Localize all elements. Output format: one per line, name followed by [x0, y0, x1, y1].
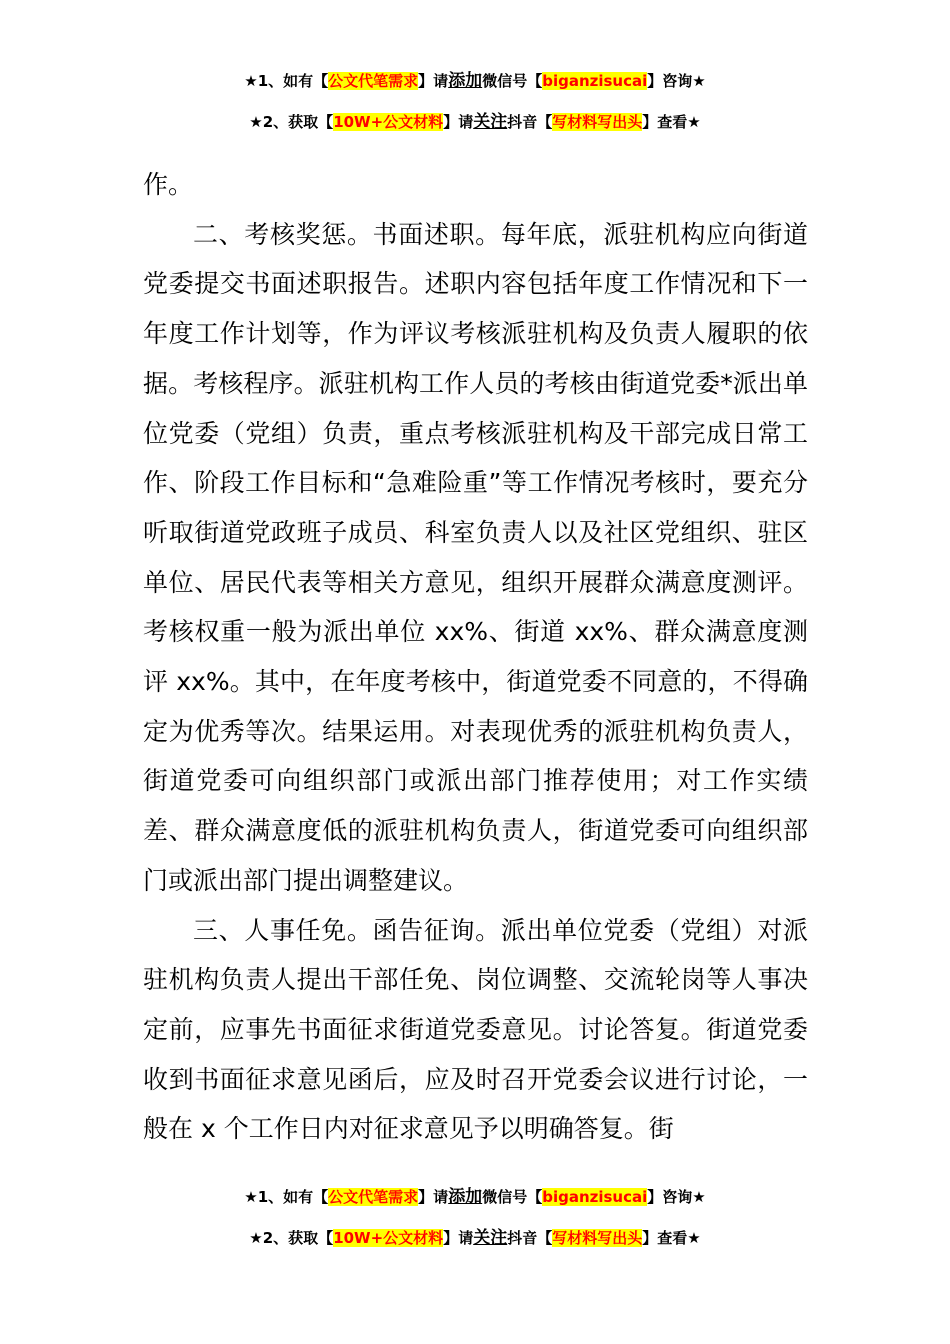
banner-prefix: ★1、如有【 — [244, 72, 329, 90]
banner-highlight-materials: 10W+公文材料 — [333, 113, 444, 131]
banner-text: 抖音【 — [507, 113, 553, 131]
banner-highlight-douyin-id: 写材料写出头 — [552, 1229, 643, 1247]
banner-underlined-text: 关注 — [473, 112, 508, 132]
banner-text: 】请 — [418, 72, 449, 90]
banner-text: 微信号【 — [482, 1188, 543, 1206]
banner-text: 】请 — [443, 113, 474, 131]
banner-bottom-line-1 — [0, 1187, 950, 1207]
banner-suffix: 】查看★ — [642, 1229, 701, 1247]
banner-prefix: ★2、获取【 — [249, 1229, 334, 1247]
banner-text: 抖音【 — [507, 1229, 553, 1247]
banner-top-line-2 — [0, 112, 950, 132]
banner-highlight-service: 公文代笔需求 — [328, 72, 419, 90]
document-body — [143, 160, 808, 1154]
banner-prefix: ★2、获取【 — [249, 113, 334, 131]
paragraph-assessment: 二、考核奖惩。书面述职。每年底，派驻机构应向街道党委提交书面述职报告。述职内容包括年度工作情况和下一年度工作计划等，作为评议考核派驻机构及负责人履职的依据。考核程序。派驻机构工作人员的考核由街道党委*派出单位党委（党组）负责，重点考核派驻机构及干部完成日常工作、阶段工作目标和“急难险重”等工作情况考核时，要充分听取街道党政班子成员、科室负责人以及社区党组织、驻区单位、居民代表等相关方意见，组织开展群众满意度测评。考核权重一般为派出单位 xx%、街道 xx%、群众满意度测评 xx%。其中，在年度考核中，街道党委不同意的，不得确定为优秀等次。结果运用。对表现优秀的派驻机构负责人，街道党委可向组织部门或派出部门推荐使用；对工作实绩差、群众满意度低的派驻机构负责人，街道党委可向组织部门或派出部门提出调整建议。 — [143, 219, 808, 895]
paragraph-continuation: 作。 — [143, 170, 194, 199]
banner-underlined-text: 关注 — [473, 1228, 508, 1248]
banner-bottom-line-2 — [0, 1228, 950, 1248]
banner-suffix: 】咨询★ — [647, 72, 706, 90]
banner-highlight-materials: 10W+公文材料 — [333, 1229, 444, 1247]
banner-suffix: 】查看★ — [642, 113, 701, 131]
banner-text: 】请 — [443, 1229, 474, 1247]
paragraph-personnel: 三、人事任免。函告征询。派出单位党委（党组）对派驻机构负责人提出干部任免、岗位调整、交流轮岗等人事决定前，应事先书面征求街道党委意见。讨论答复。街道党委收到书面征求意见函后，应及时召开党委会议进行讨论，一般在 x 个工作日内对征求意见予以明确答复。街 — [143, 915, 808, 1144]
banner-highlight-service: 公文代笔需求 — [328, 1188, 419, 1206]
banner-underlined-text: 添加 — [448, 1187, 483, 1207]
banner-underlined-text: 添加 — [448, 71, 483, 91]
banner-highlight-wechat-id: biganzisucai — [542, 72, 648, 90]
banner-text: 微信号【 — [482, 72, 543, 90]
banner-highlight-wechat-id: biganzisucai — [542, 1188, 648, 1206]
banner-top-line-1 — [0, 71, 950, 91]
banner-text: 】请 — [418, 1188, 449, 1206]
banner-prefix: ★1、如有【 — [244, 1188, 329, 1206]
banner-highlight-douyin-id: 写材料写出头 — [552, 113, 643, 131]
banner-suffix: 】咨询★ — [647, 1188, 706, 1206]
